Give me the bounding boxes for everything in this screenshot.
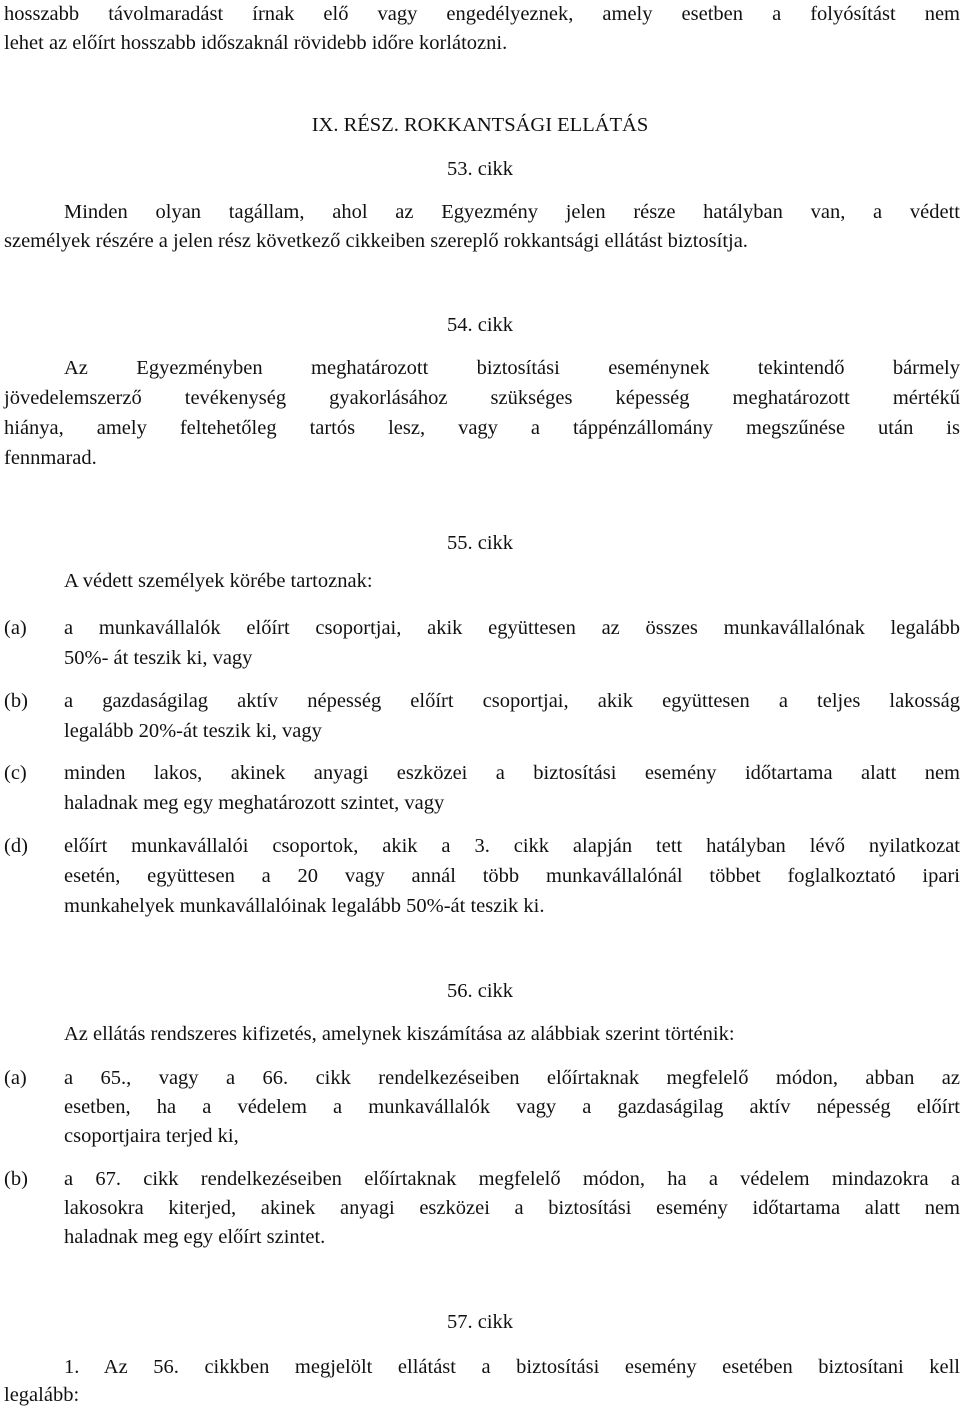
- article-55-item-a-line-1: a munkavállalók előírt csoportjai, akik együttesen az összes munkavállalónak legalább: [64, 617, 960, 639]
- article-57-line-2: legalább:: [4, 1384, 80, 1406]
- article-55-item-d-label: (d): [4, 835, 28, 857]
- article-55-item-a-label: (a): [4, 617, 27, 639]
- article-56-heading: 56. cikk: [446, 980, 514, 1002]
- article-54-line-3: hiánya, amely feltehetőleg tartós lesz, vagy a táppénzállomány megszűnése után is: [4, 417, 960, 439]
- article-56-item-a-line-1: a 65., vagy a 66. cikk rendelkezéseiben előírtaknak megfelelő módon, abban az: [64, 1067, 960, 1089]
- article-55-item-a-line-2: 50%- át teszik ki, vagy: [64, 647, 253, 669]
- article-56-intro: Az ellátás rendszeres kifizetés, amelynek kiszámítása az alábbiak szerint történik:: [64, 1023, 735, 1045]
- article-55-item-b-label: (b): [4, 690, 28, 712]
- article-55-item-c-label: (c): [4, 762, 27, 784]
- article-54-line-2: jövedelemszerző tevékenység gyakorlásához szükséges képesség meghatározott mértékű: [4, 387, 960, 409]
- article-55-item-d-line-1: előírt munkavállalói csoportok, akik a 3. cikk alapján tett hatályban lévő nyilatkozat: [64, 835, 960, 857]
- intro-line-1: hosszabb távolmaradást írnak elő vagy engedélyeznek, amely esetben a folyósítást nem: [4, 3, 960, 25]
- article-56-item-a-label: (a): [4, 1067, 27, 1089]
- article-55-item-c-line-1: minden lakos, akinek anyagi eszközei a biztosítási esemény időtartama alatt nem: [64, 762, 960, 784]
- article-54-heading: 54. cikk: [446, 314, 514, 336]
- article-55-item-b-line-1: a gazdaságilag aktív népesség előírt csoportjai, akik együttesen a teljes lakosság: [64, 690, 960, 712]
- intro-line-2: lehet az előírt hosszabb időszaknál rövidebb időre korlátozni.: [4, 32, 508, 54]
- article-56-item-a-line-2: esetben, ha a védelem a munkavállalók vagy a gazdaságilag aktív népesség előírt: [64, 1096, 960, 1118]
- article-57-line-1: 1. Az 56. cikkben megjelölt ellátást a biztosítási esemény esetében biztosítani kell: [64, 1356, 960, 1378]
- article-55-item-d-line-2: esetén, együttesen a 20 vagy annál több munkavállalónál többet foglalkoztató ipari: [64, 865, 960, 887]
- article-56-item-a-line-3: csoportjaira terjed ki,: [64, 1125, 239, 1147]
- article-54-line-4: fennmarad.: [4, 447, 97, 469]
- article-57-heading: 57. cikk: [446, 1311, 514, 1333]
- article-55-heading: 55. cikk: [446, 532, 514, 554]
- article-53-line-2: személyek részére a jelen rész következő cikkeiben szereplő rokkantsági ellátást biztosítja.: [4, 230, 748, 252]
- part-title: IX. RÉSZ. ROKKANTSÁGI ELLÁTÁS: [311, 114, 649, 136]
- article-53-line-1: Minden olyan tagállam, ahol az Egyezmény jelen része hatályban van, a védett: [64, 201, 960, 223]
- article-56-item-b-line-3: haladnak meg egy előírt szintet.: [64, 1226, 326, 1248]
- article-55-item-c-line-2: haladnak meg egy meghatározott szintet, vagy: [64, 792, 445, 814]
- article-54-line-1: Az Egyezményben meghatározott biztosítási eseménynek tekintendő bármely: [64, 357, 960, 379]
- article-55-item-b-line-2: legalább 20%-át teszik ki, vagy: [64, 720, 322, 742]
- article-55-item-d-line-3: munkahelyek munkavállalóinak legalább 50%-át teszik ki.: [64, 895, 545, 917]
- article-56-item-b-label: (b): [4, 1168, 28, 1190]
- article-56-item-b-line-2: lakosokra kiterjed, akinek anyagi eszközei a biztosítási esemény időtartama alatt nem: [64, 1197, 960, 1219]
- article-56-item-b-line-1: a 67. cikk rendelkezéseiben előírtaknak megfelelő módon, ha a védelem mindazokra a: [64, 1168, 960, 1190]
- article-53-heading: 53. cikk: [446, 158, 514, 180]
- article-55-intro: A védett személyek körébe tartoznak:: [64, 570, 373, 592]
